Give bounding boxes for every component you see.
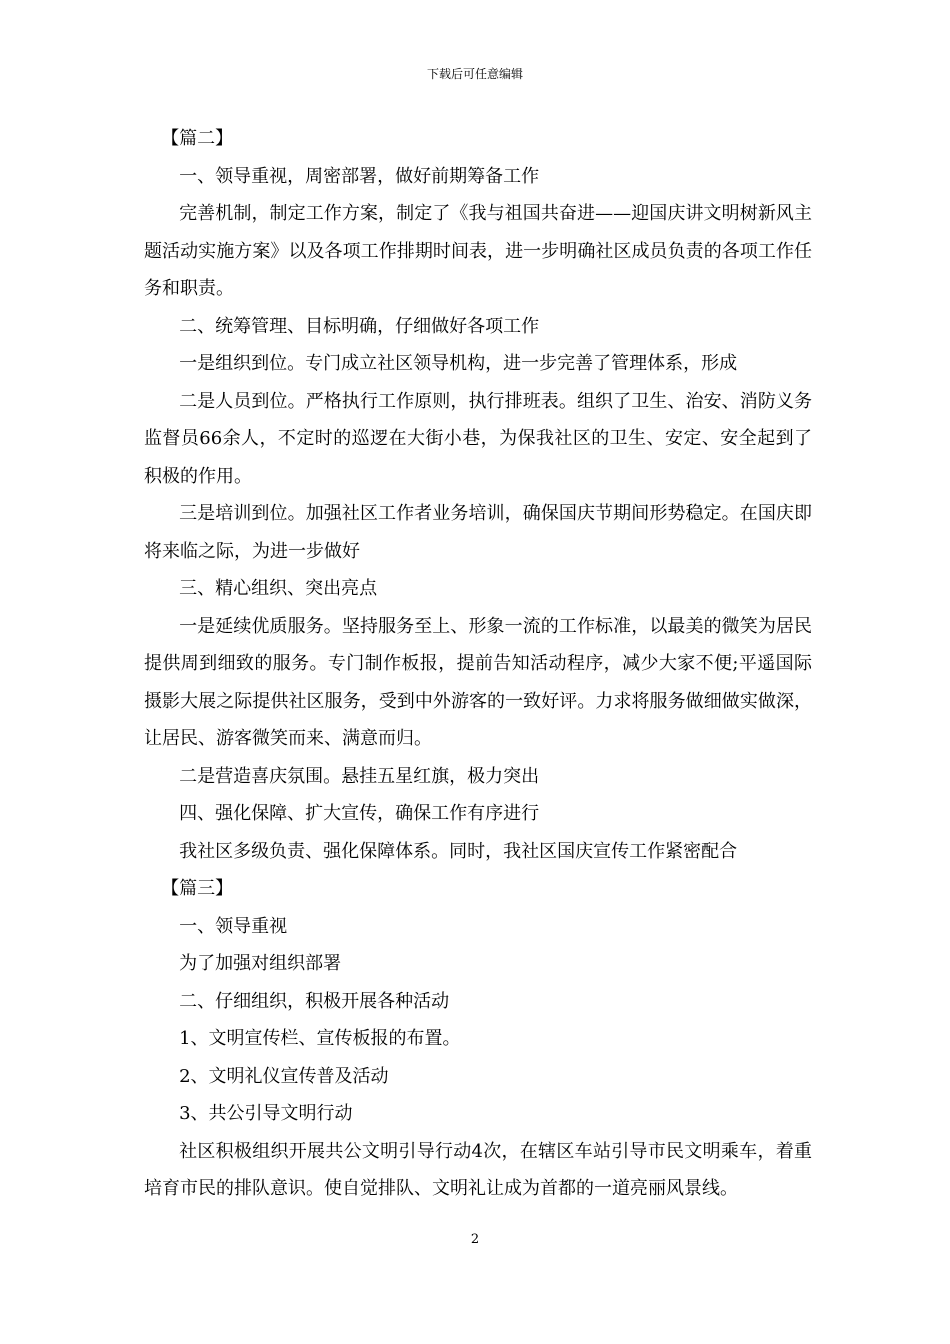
page-number: 2: [470, 1232, 480, 1247]
paragraph: 一是组织到位。专门成立社区领导机构，进一步完善了管理体系，形成: [179, 353, 738, 374]
paragraph: 三是培训到位。加强社区工作者业务培训，确保国庆节期间形势稳定。在国庆即将来临之际，为进一步做好: [144, 503, 812, 562]
section-heading: 【篇三】: [161, 878, 234, 899]
list-item: 1、文明宣传栏、宣传板报的布置。: [179, 1028, 461, 1049]
paragraph: 社区积极组织开展共公文明引导行动4次，在辖区车站引导市民文明乘车，着重培育市民的排队意识。使自觉排队、文明礼让成为首都的一道亮丽风景线。: [144, 1140, 812, 1199]
subheading: 一、领导重视: [179, 915, 288, 937]
paragraph: 为了加强对组织部署: [179, 953, 342, 974]
list-item: 3、共公引导文明行动: [179, 1103, 353, 1124]
paragraph: 我社区多级负责、强化保障体系。同时，我社区国庆宣传工作紧密配合: [179, 840, 738, 862]
subheading: 四、强化保障、扩大宣传，确保工作有序进行: [179, 803, 540, 824]
subheading: 三、精心组织、突出亮点: [179, 578, 378, 599]
paragraph: 一是延续优质服务。坚持服务至上、形象一流的工作标准，以最美的微笑为居民提供周到细致的服务。专门制作板报，提前告知活动程序，减少大家不便;平遥国际摄影大展之际提供社区服务，受到中外游客的一致好评。力求将服务做细做实做深，让居民、游客微笑而来、满意而归。: [144, 615, 812, 749]
paragraph: 完善机制，制定工作方案，制定了《我与祖国共奋进——迎国庆讲文明树新风主题活动实施方案》以及各项工作排期时间表，进一步明确社区成员负责的各项工作任务和职责。: [144, 203, 812, 299]
section-heading: 【篇二】: [161, 128, 234, 149]
page-header: 下载后可任意编辑: [426, 67, 523, 81]
subheading: 二、统筹管理、目标明确，仔细做好各项工作: [179, 315, 540, 337]
list-item: 2、文明礼仪宣传普及活动: [179, 1065, 389, 1087]
subheading: 一、领导重视，周密部署，做好前期筹备工作: [179, 165, 540, 187]
subheading: 二、仔细组织，积极开展各种活动: [179, 990, 450, 1012]
document-body: [144, 120, 812, 1208]
paragraph: 二是人员到位。严格执行工作原则，执行排班表。组织了卫生、治安、消防义务监督员66余人，不定时的巡逻在大街小巷，为保我社区的卫生、安定、安全起到了积极的作用。: [144, 390, 812, 487]
paragraph: 二是营造喜庆氛围。悬挂五星红旗，极力突出: [179, 765, 540, 787]
